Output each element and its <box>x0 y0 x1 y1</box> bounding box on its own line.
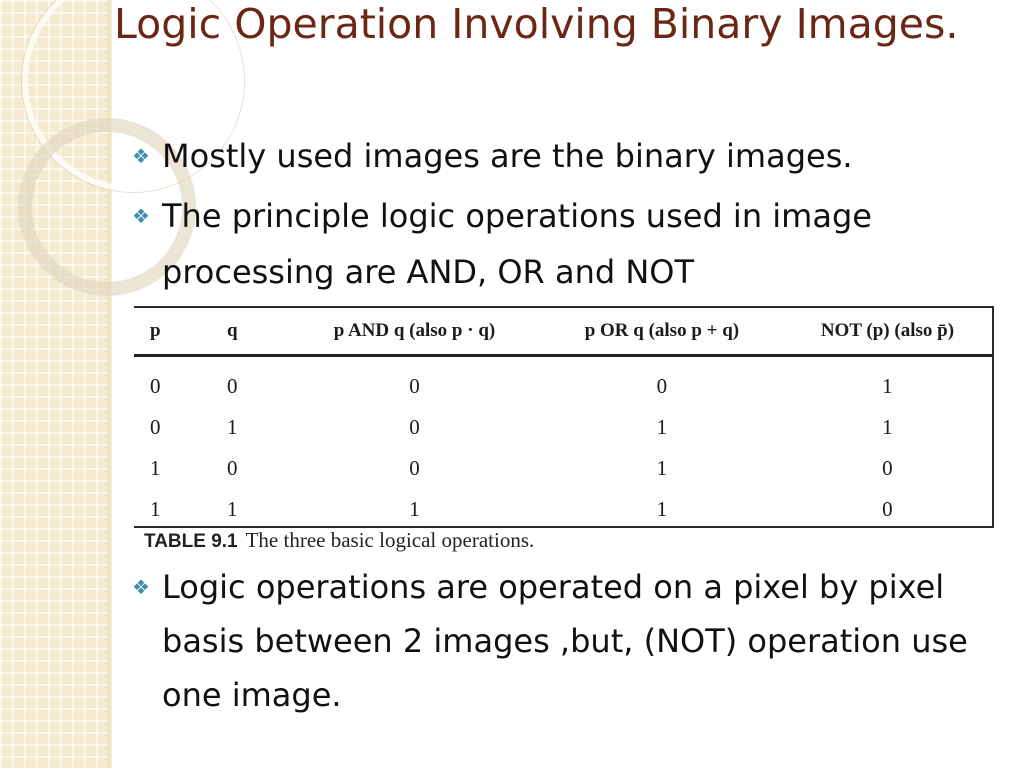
bullet-text: The principle logic operations used in image processing are AND, OR and NOT <box>162 197 872 291</box>
table-cell: 1 <box>150 456 161 480</box>
table-cell: 1 <box>656 497 668 521</box>
table-cell: 1 <box>656 415 668 439</box>
table-cell: 0 <box>409 456 420 480</box>
logic-truth-table <box>134 308 992 530</box>
diamond-bullet-icon: ❖ <box>132 144 150 168</box>
bullet-item <box>132 560 1024 722</box>
table-cell: 0 <box>409 374 420 398</box>
table-caption-label: TABLE 9.1 <box>144 531 238 552</box>
table-header-row <box>134 308 992 356</box>
table-row <box>134 489 992 530</box>
table-cell: 1 <box>656 456 668 480</box>
table-cell: 0 <box>882 456 893 480</box>
table-cell: 0 <box>150 374 161 398</box>
bullet-list <box>132 128 1002 300</box>
table-cell: 0 <box>882 497 893 521</box>
table-cell: 1 <box>227 497 238 521</box>
bullet-list <box>132 560 1024 722</box>
table-cell: 0 <box>656 374 668 398</box>
table-header: q <box>211 308 288 356</box>
table-cell: 1 <box>150 497 161 521</box>
table-row <box>134 407 992 448</box>
diamond-bullet-icon: ❖ <box>132 575 150 599</box>
table-cell: 0 <box>227 374 238 398</box>
table-cell: 0 <box>150 415 161 439</box>
table-row <box>134 448 992 489</box>
table-cell: 0 <box>227 456 238 480</box>
table-caption <box>144 528 534 553</box>
table-header: NOT (p) (also p̄) <box>783 308 992 356</box>
table-cell: 0 <box>409 415 420 439</box>
table-header: p AND q (also p · q) <box>288 308 541 356</box>
bullet-text: Logic operations are operated on a pixel by pixel basis between 2 images ,but, (NOT) operation use one image. <box>162 568 968 714</box>
bullet-item <box>132 188 1002 300</box>
table-cell: 1 <box>882 415 893 439</box>
table-row <box>134 356 992 408</box>
table-header: p OR q (also p + q) <box>541 308 783 356</box>
logic-table-image <box>134 306 994 528</box>
table-caption-text: The three basic logical operations. <box>245 528 535 552</box>
table-cell: 1 <box>227 415 238 439</box>
bullet-item <box>132 128 1002 184</box>
table-header: p <box>134 308 211 356</box>
slide-title: Logic Operation Involving Binary Images. <box>114 0 959 48</box>
table-cell: 1 <box>409 497 420 521</box>
table-cell: 1 <box>882 374 893 398</box>
diamond-bullet-icon: ❖ <box>132 204 150 228</box>
bullet-text: Mostly used images are the binary images. <box>162 137 853 175</box>
